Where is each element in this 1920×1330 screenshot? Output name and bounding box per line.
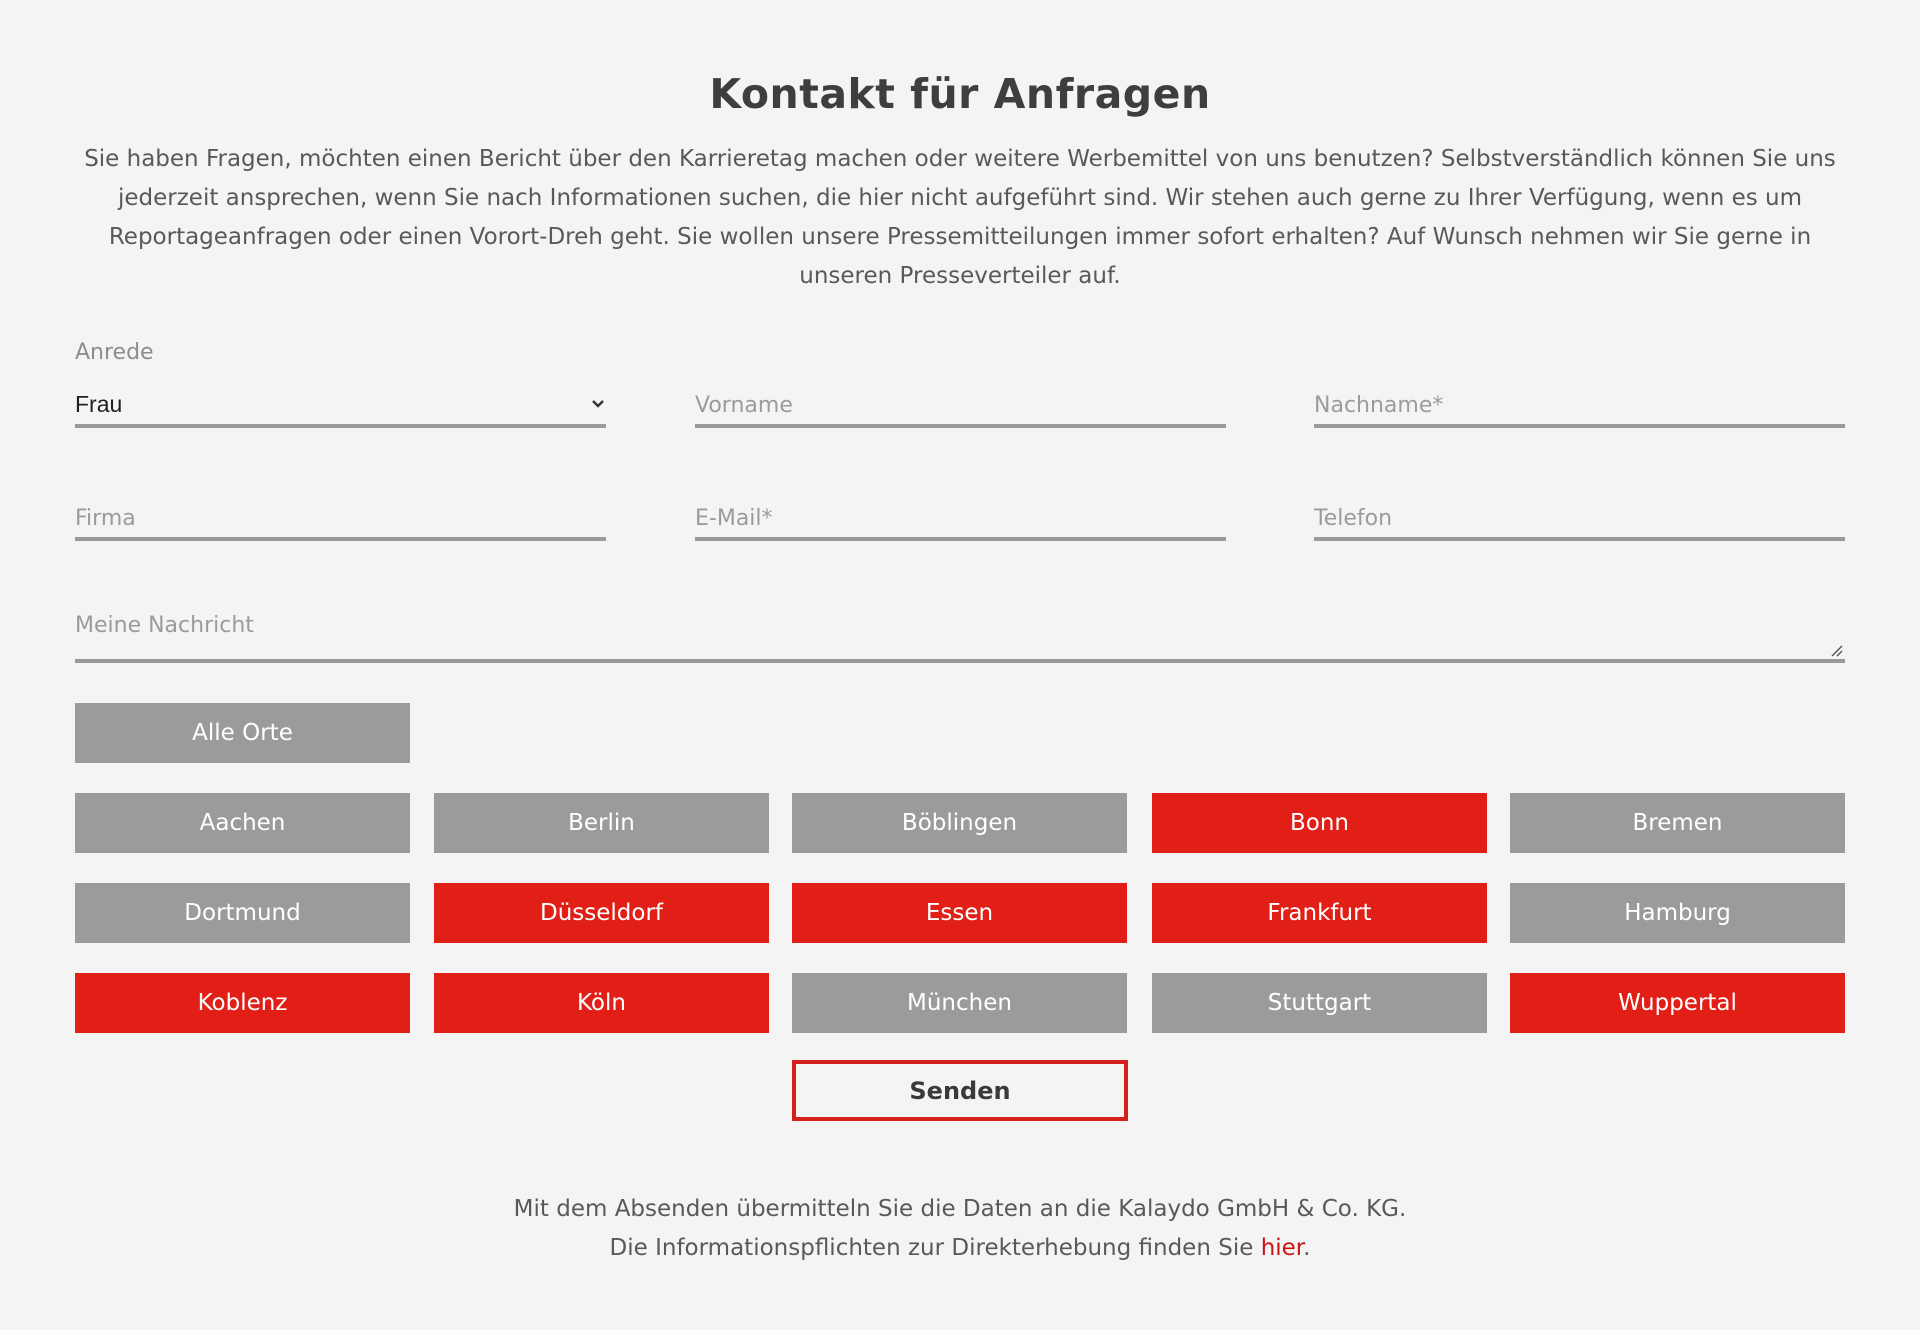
- email-placeholder: E-Mail*: [695, 506, 773, 531]
- location-button-koeln[interactable]: Köln: [434, 973, 769, 1033]
- anrede-label: Anrede: [75, 340, 154, 365]
- location-button-duesseldorf[interactable]: Düsseldorf: [434, 883, 769, 943]
- page-title: Kontakt für Anfragen: [709, 70, 1211, 118]
- resize-handle-icon[interactable]: [1829, 643, 1843, 657]
- send-button[interactable]: Senden: [792, 1060, 1128, 1121]
- location-button-wuppertal[interactable]: Wuppertal: [1510, 973, 1845, 1033]
- vorname-input[interactable]: [695, 388, 1226, 428]
- location-button-koblenz[interactable]: Koblenz: [75, 973, 410, 1033]
- location-button-dortmund[interactable]: Dortmund: [75, 883, 410, 943]
- location-button-muenchen[interactable]: München: [792, 973, 1127, 1033]
- location-button-frankfurt[interactable]: Frankfurt: [1152, 883, 1487, 943]
- footer-line-2-suffix: .: [1303, 1235, 1311, 1261]
- nachname-placeholder: Nachname*: [1314, 393, 1444, 418]
- location-button-bremen[interactable]: Bremen: [1510, 793, 1845, 853]
- vorname-placeholder: Vorname: [695, 393, 793, 418]
- location-button-boeblingen[interactable]: Böblingen: [792, 793, 1127, 853]
- all-locations-button[interactable]: Alle Orte: [75, 703, 410, 763]
- message-textarea[interactable]: [75, 606, 1845, 663]
- footer-line-2-text: Die Informationspflichten zur Direkterhebung finden Sie: [609, 1235, 1261, 1261]
- firma-placeholder: Firma: [75, 506, 136, 531]
- message-placeholder: Meine Nachricht: [75, 613, 254, 638]
- intro-text: Sie haben Fragen, möchten einen Bericht über den Karrieretag machen oder weitere Werbemittel von uns benutzen? Selbstverständlich können Sie uns jederzeit ansprechen, wenn Sie nach Informationen suchen, die hier nicht aufgeführt sind. Wir stehen auch gerne zu Ihrer Verfügung, wenn es um Reportageanfragen oder einen Vorort-Dreh geht. Sie wollen unsere Pressemitteilungen immer sofort erhalten? Auf Wunsch nehmen wir Sie gerne in unseren Presseverteiler auf.: [84, 146, 1836, 289]
- telefon-placeholder: Telefon: [1314, 506, 1393, 531]
- anrede-select[interactable]: [75, 388, 606, 428]
- location-button-bonn[interactable]: Bonn: [1152, 793, 1487, 853]
- nachname-input[interactable]: [1314, 388, 1845, 428]
- footer-notice: [0, 1190, 1920, 1268]
- location-button-hamburg[interactable]: Hamburg: [1510, 883, 1845, 943]
- location-button-aachen[interactable]: Aachen: [75, 793, 410, 853]
- info-link[interactable]: hier: [1260, 1235, 1304, 1261]
- location-button-essen[interactable]: Essen: [792, 883, 1127, 943]
- firma-input[interactable]: [75, 501, 606, 541]
- email-input[interactable]: [695, 501, 1226, 541]
- location-button-berlin[interactable]: Berlin: [434, 793, 769, 853]
- chevron-down-icon: [590, 396, 606, 412]
- footer-line-1: Mit dem Absenden übermitteln Sie die Daten an die Kalaydo GmbH & Co. KG.: [513, 1196, 1407, 1222]
- anrede-value: Frau: [75, 391, 123, 417]
- footer-line-2: [0, 1229, 1920, 1268]
- location-button-stuttgart[interactable]: Stuttgart: [1152, 973, 1487, 1033]
- telefon-input[interactable]: [1314, 501, 1845, 541]
